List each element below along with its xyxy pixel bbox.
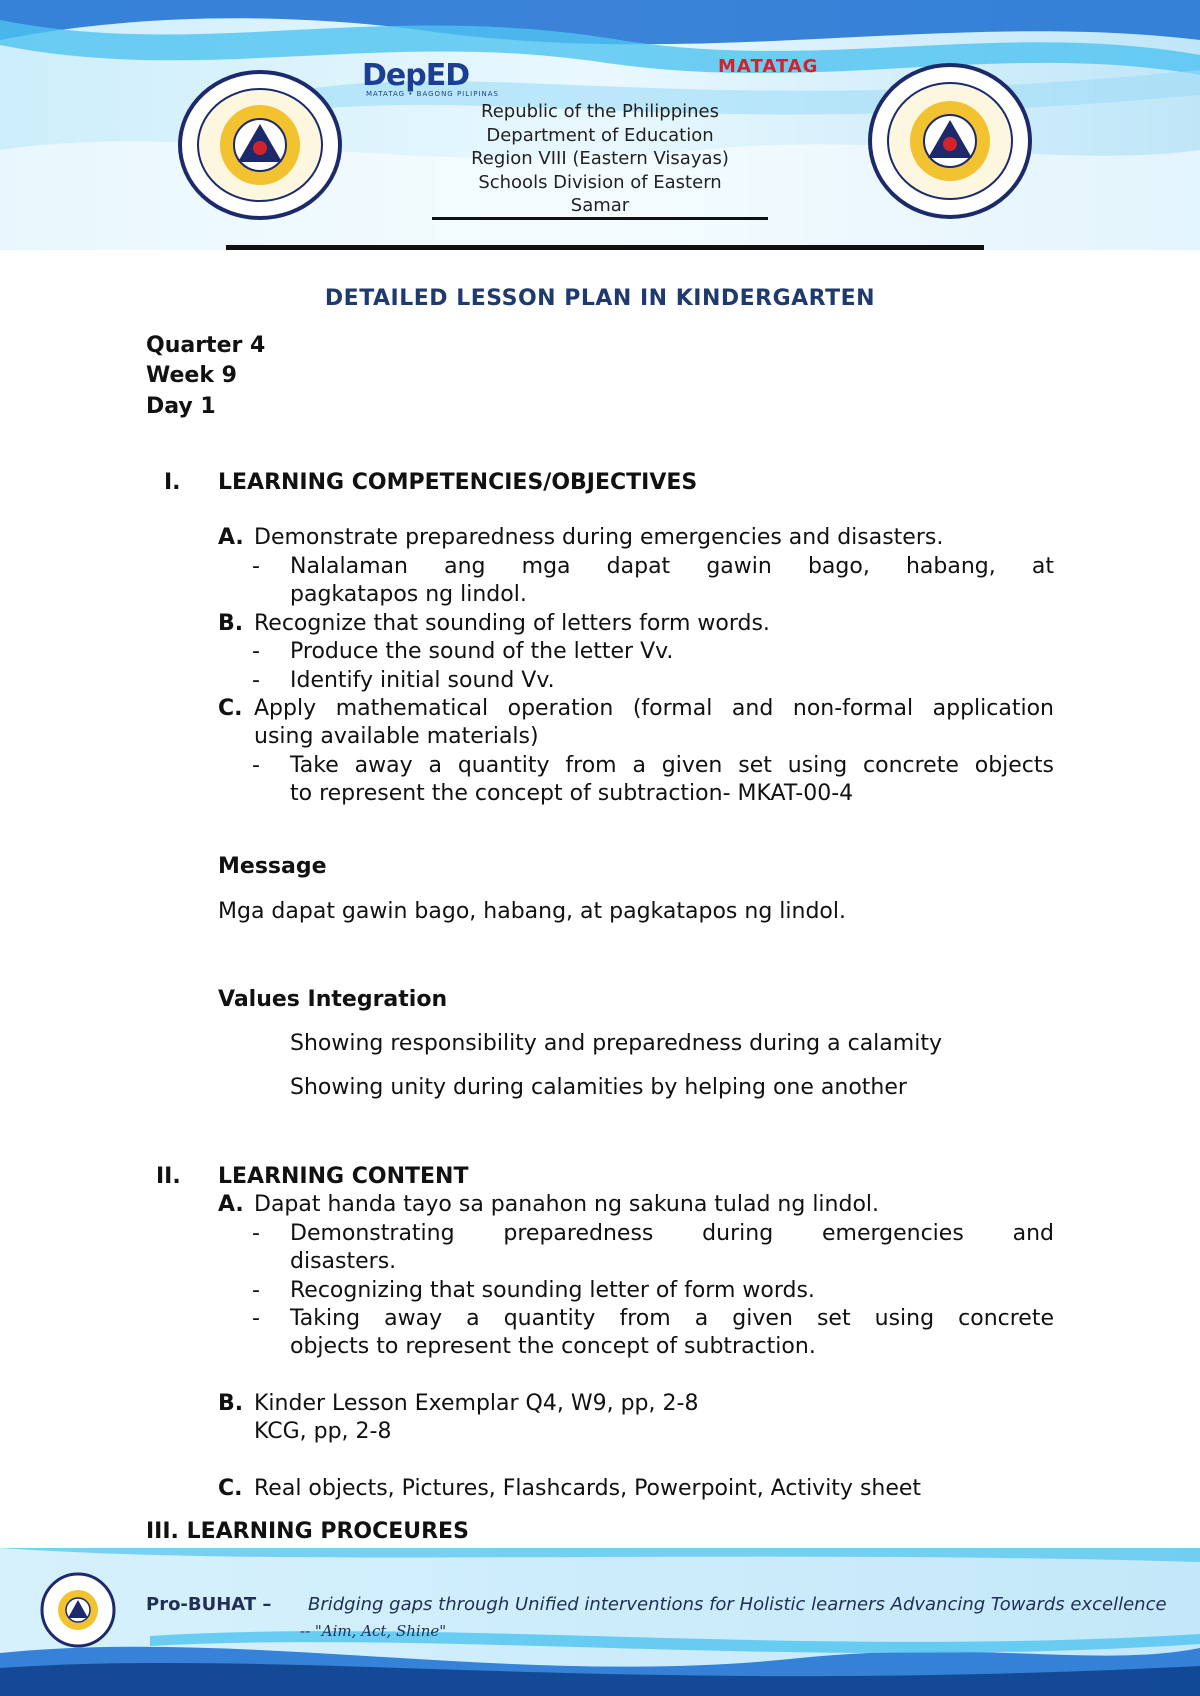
quarter-label: Quarter 4	[146, 333, 266, 358]
bullet-dash: -	[252, 668, 260, 693]
division-seal-footer	[40, 1572, 116, 1648]
bullet-dash: -	[252, 1306, 260, 1331]
content-a-bullet: Demonstrating preparedness during emergencies and	[290, 1221, 1054, 1246]
agency-line: Samar	[570, 195, 630, 216]
section-2-heading: LEARNING CONTENT	[218, 1164, 469, 1189]
objective-a-bullet: Nalalaman ang mga dapat gawin bago, habang, at	[290, 554, 1054, 579]
section-2-numeral: II.	[156, 1164, 181, 1189]
objective-c-cont: using available materials)	[254, 724, 539, 749]
agency-line: Republic of the Philippines	[481, 101, 719, 122]
content-a-bullet: Taking away a quantity from a given set using concrete	[290, 1306, 1054, 1331]
message-text: Mga dapat gawin bago, habang, at pagkatapos ng lindol.	[218, 899, 846, 924]
agency-line: Department of Education	[486, 124, 714, 146]
deped-logo-subtext: MATATAG • BAGONG PILIPINAS	[366, 90, 499, 98]
values-heading: Values Integration	[218, 987, 448, 1012]
section-1-numeral: I.	[164, 470, 181, 495]
matatag-logo: MATATAG	[718, 56, 819, 77]
item-letter: C.	[218, 1476, 243, 1501]
objective-c-bullet: Take away a quantity from a given set using concrete objects	[290, 753, 1054, 778]
division-seal-left	[178, 70, 342, 220]
bullet-dash: -	[252, 1278, 260, 1303]
division-seal-right	[868, 63, 1032, 219]
footer-motto: -- "Aim, Act, Shine"	[300, 1622, 447, 1640]
bullet-dash: -	[252, 1221, 260, 1246]
deped-logo-text: DepED	[362, 58, 470, 93]
agency-line: Schools Division of Eastern	[478, 171, 722, 193]
values-item: Showing responsibility and preparedness during a calamity	[290, 1031, 942, 1056]
day-label: Day 1	[146, 394, 216, 419]
footer-wave-background	[0, 1548, 1200, 1696]
agency-header	[430, 100, 770, 218]
deped-logo	[362, 58, 469, 93]
item-letter: B.	[218, 611, 244, 636]
item-letter: B.	[218, 1391, 244, 1416]
content-c-materials: Real objects, Pictures, Flashcards, Powerpoint, Activity sheet	[254, 1476, 922, 1501]
week-label: Week 9	[146, 363, 237, 388]
content-a-bullet: Recognizing that sounding letter of form words.	[290, 1278, 815, 1303]
content-b-reference: Kinder Lesson Exemplar Q4, W9, pp, 2-8	[254, 1391, 699, 1416]
document-title: DETAILED LESSON PLAN IN KINDERGARTEN	[324, 286, 876, 311]
content-a-bullet-cont: objects to represent the concept of subtraction.	[290, 1334, 816, 1359]
item-letter: A.	[218, 525, 244, 550]
objective-c-bullet-cont: to represent the concept of subtraction- MKAT-00-4	[290, 781, 854, 806]
objective-b: Recognize that sounding of letters form words.	[254, 611, 770, 636]
bullet-dash: -	[252, 753, 260, 778]
agency-line: Region VIII (Eastern Visayas)	[471, 148, 729, 169]
content-a: Dapat handa tayo sa panahon ng sakuna tulad ng lindol.	[254, 1192, 880, 1217]
message-heading: Message	[218, 854, 327, 879]
content-a-bullet-cont: disasters.	[290, 1249, 397, 1274]
objective-b-bullet: Produce the sound of the letter Vv.	[290, 639, 674, 664]
footer-tagline: Bridging gaps through Unified interventions for Holistic learners Advancing Towards excellence	[308, 1594, 1167, 1615]
agency-divider	[432, 217, 768, 220]
objective-c: Apply mathematical operation (formal and non-formal application	[254, 696, 1054, 721]
item-letter: A.	[218, 1192, 244, 1217]
bullet-dash: -	[252, 639, 260, 664]
bullet-dash: -	[252, 554, 260, 579]
objective-a: Demonstrate preparedness during emergencies and disasters.	[254, 525, 944, 550]
section-3-heading: III. LEARNING PROCEURES	[146, 1519, 469, 1544]
objective-b-bullet: Identify initial sound Vv.	[290, 668, 555, 693]
section-1-heading: LEARNING COMPETENCIES/OBJECTIVES	[218, 470, 698, 495]
item-letter: C.	[218, 696, 243, 721]
content-b-reference: KCG, pp, 2-8	[254, 1419, 392, 1444]
footer-brand: Pro-BUHAT –	[146, 1594, 272, 1615]
values-item: Showing unity during calamities by helping one another	[290, 1075, 907, 1100]
objective-a-bullet-cont: pagkatapos ng lindol.	[290, 582, 527, 607]
header-divider	[226, 245, 984, 250]
